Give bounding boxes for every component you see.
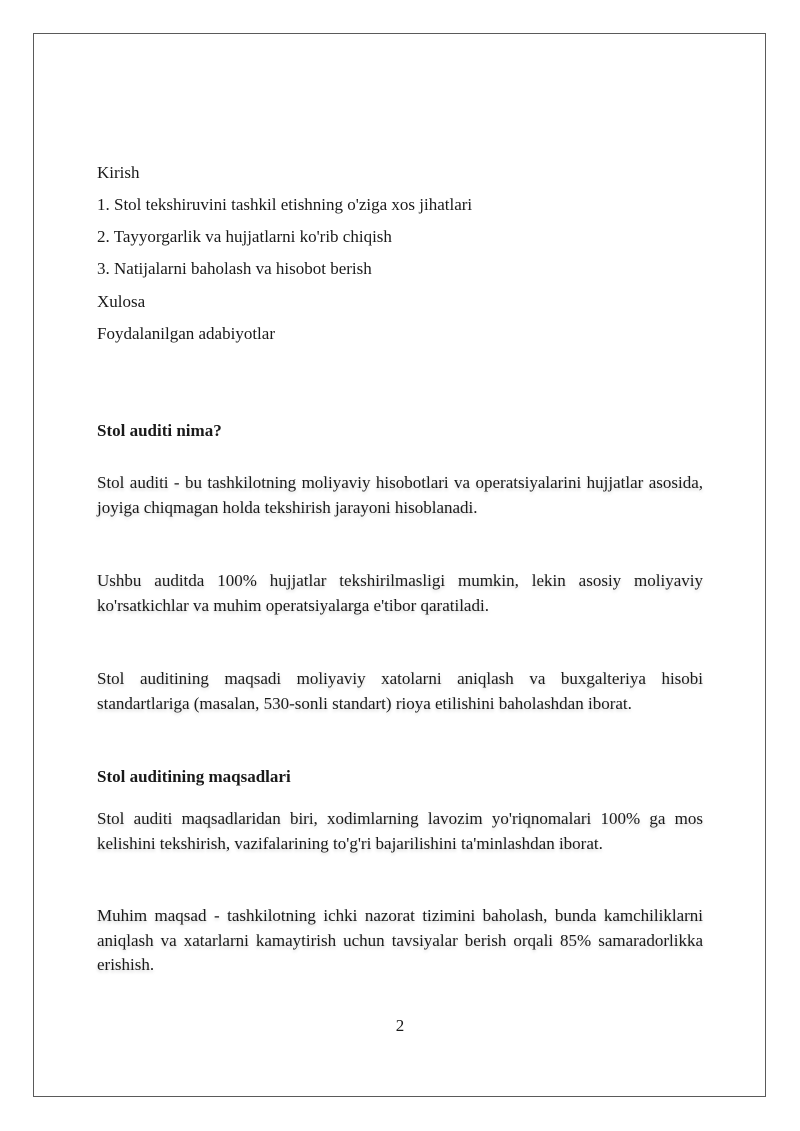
toc-item-1: 1. Stol tekshiruvini tashkil etishning o'ziga xos jihatlari xyxy=(97,195,473,214)
paragraph: Stol auditi maqsadlaridan biri, xodimlarning lavozim yo'riqnomalari 100% ga mos kelishini tekshirish, vazifalarining to'g'ri bajarilishini ta'minlashdan iborat. xyxy=(97,809,703,853)
toc-item-intro: Kirish xyxy=(97,163,140,182)
toc-item-references: Foydalanilgan adabiyotlar xyxy=(97,324,275,343)
toc-item-conclusion: Xulosa xyxy=(97,292,146,311)
paragraph: Stol auditi - bu tashkilotning moliyaviy hisobotlari va operatsiyalarini hujjatlar asosida, joyiga chiqmagan holda tekshirish jarayoni hisoblanadi. xyxy=(97,473,703,517)
toc-item-3: 3. Natijalarni baholash va hisobot berish xyxy=(97,259,372,278)
paragraph: Stol auditining maqsadi moliyaviy xatolarni aniqlash va buxgalteriya hisobi standartlariga (masalan, 530-sonli standart) rioya etilishini baholashdan iborat. xyxy=(97,669,703,713)
paragraph: Muhim maqsad - tashkilotning ichki nazorat tizimini baholash, bunda kamchiliklarni aniqlash va xatarlarni kamaytirish uchun tavsiyalar berish orqali 85% samaradorlikka erishish. xyxy=(97,906,703,974)
paragraph: Ushbu auditda 100% hujjatlar tekshirilmasligi mumkin, lekin asosiy moliyaviy ko'rsatkichlar va muhim operatsiyalarga e'tibor qaratiladi. xyxy=(97,571,703,615)
section-heading: Stol auditining maqsadlari xyxy=(97,767,291,786)
page-number: 2 xyxy=(395,1016,405,1035)
toc-item-2: 2. Tayyorgarlik va hujjatlarni ko'rib chiqish xyxy=(97,227,392,246)
section-heading: Stol auditi nima? xyxy=(97,421,222,440)
